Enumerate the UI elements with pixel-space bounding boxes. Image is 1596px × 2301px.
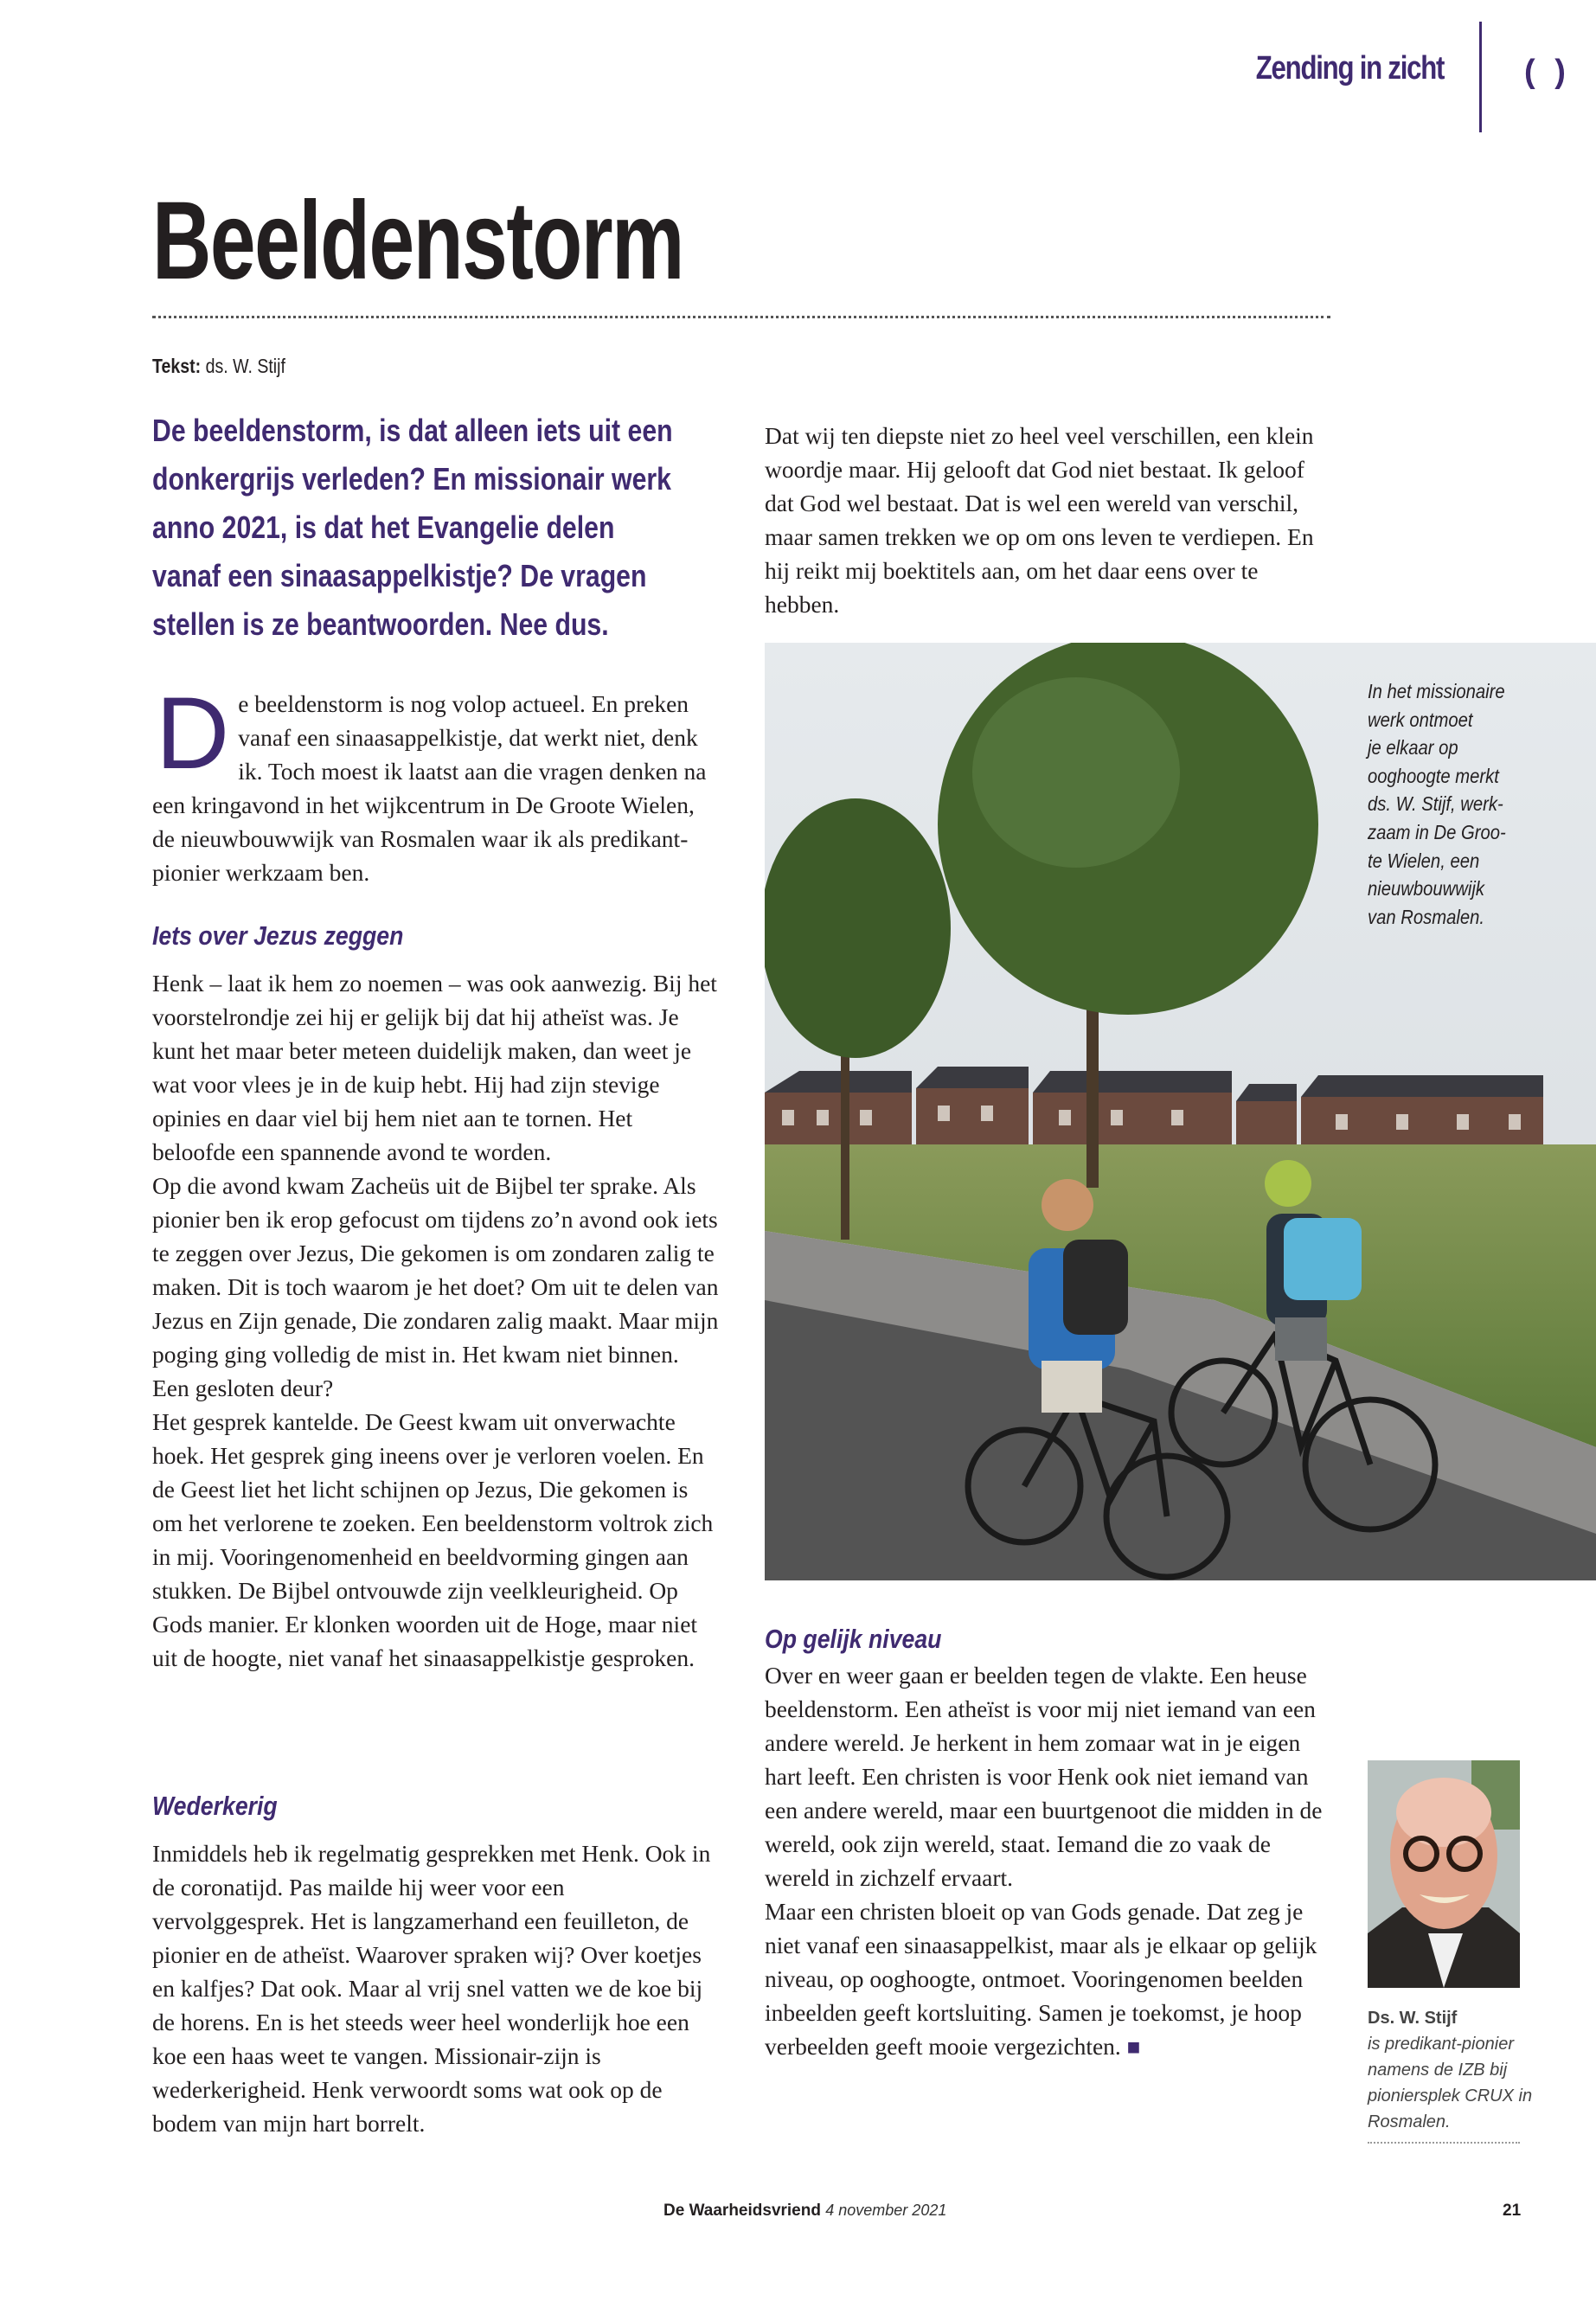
end-mark-icon: ■ bbox=[1126, 2035, 1141, 2060]
paragraph bbox=[765, 1894, 1318, 2064]
section-heading: Op gelijk niveau bbox=[765, 1624, 942, 1654]
section-label: Zending in zicht bbox=[1255, 50, 1444, 87]
caption-line: werk ontmoet bbox=[1368, 708, 1473, 731]
byline-author: ds. W. Stijf bbox=[205, 355, 285, 377]
caption-line: In het missionaire bbox=[1368, 680, 1505, 702]
author-box-divider bbox=[1368, 2142, 1520, 2144]
section-body-continued bbox=[765, 419, 1331, 621]
page-number: 21 bbox=[1503, 2202, 1522, 2220]
paragraph: Over en weer gaan er beelden tegen de vlakte. Een heuse beeldenstorm. Een atheïst is voor mij niet iemand van een andere wereld. Je herkent in hem zomaar wat in je eigen hart leeft. Een christen is voor Henk ook niet iemand van een andere wereld, maar een buurtgenoot die midden in de wereld, ook zijn wereld, staat. Iemand die zo vaak de wereld in zichzelf ervaart. bbox=[765, 1662, 1323, 1891]
photo-caption bbox=[1368, 677, 1512, 931]
paragraph: Henk – laat ik hem zo noemen – was ook aanwezig. Bij het voorstelrondje zei hij er gelijk bij dat hij atheïst was. Je kunt het maar beter meteen duidelijk maken, dan weet je wat voor vlees je in de kuip hebt. Hij had zijn stevige opinies en daar viel bij hem niet aan te tornen. Het beloofde een spannende avond te worden. bbox=[152, 970, 717, 1165]
article-intro: De beeldenstorm, is dat alleen iets uit een donkergrijs verleden? En missionair werk anno 2021, is dat het Evangelie delen vanaf een sinaasappelkistje? De vragen stellen is ze beantwoorden. Nee dus. bbox=[152, 413, 673, 642]
parentheses-icon: ( ) bbox=[1524, 54, 1571, 90]
paragraph: Dat wij ten diepste niet zo heel veel verschillen, een klein woordje maar. Hij gelooft dat God niet bestaat. Ik geloof dat God wel bestaat. Dat is wel een wereld van verschil, maar samen trekken we op om ons leven te verdiepen. En hij reikt mij boektitels aan, om het daar eens over te hebben. bbox=[765, 422, 1314, 618]
section-body bbox=[765, 1658, 1336, 2064]
caption-line: ds. W. Stijf, werk- bbox=[1368, 792, 1503, 816]
section-body bbox=[152, 966, 719, 1675]
opening-paragraph bbox=[152, 676, 719, 889]
caption-line: van Rosmalen. bbox=[1368, 905, 1485, 928]
caption-line: te Wielen, een bbox=[1368, 849, 1480, 872]
caption-line: zaam in De Groo- bbox=[1368, 820, 1506, 843]
author-name: Ds. W. Stijf bbox=[1368, 2009, 1458, 2028]
author-description-line: is predikant-pionier bbox=[1368, 2035, 1514, 2054]
author-description-line: namens de IZB bij bbox=[1368, 2061, 1508, 2080]
paragraph-text: Maar een christen bloeit op van Gods genade. Dat zeg je niet vanaf een sinaasappelkist, maar als je elkaar op gelijk niveau, op ooghoogte, ontmoet. Vooringenomen beelden inbeelden geeft kortsluiting. Samen je toekomst, je hoop verbeelden geeft mooie vergezichten. bbox=[765, 1898, 1317, 2060]
caption-line: je elkaar op bbox=[1368, 736, 1458, 760]
author-portrait bbox=[1368, 1760, 1520, 1988]
paragraph: Het gesprek kantelde. De Geest kwam uit onverwachte hoek. Het gesprek ging ineens over je verloren voelen. En de Geest liet het licht schijnen op Jezus, Die gekomen is om het verlorene te zoeken. Een beeldenstorm voltrok zich in mij. Vooringenomenheid en beeldvorming gingen aan stukken. De Bijbel ontvouwde zijn veelkleurigheid. Op Gods manier. Er klonken woorden uit de Hoge, maar niet uit de hoogte, niet vanaf het sinaasappelkistje gesproken. bbox=[152, 1408, 714, 1671]
article-title: Beeldenstorm bbox=[152, 179, 683, 303]
header-divider bbox=[1479, 22, 1482, 132]
author-description bbox=[1368, 2031, 1541, 2135]
footer-publication bbox=[663, 2202, 946, 2221]
drop-cap: D bbox=[156, 676, 230, 791]
caption-line: ooghoogte merkt bbox=[1368, 764, 1499, 787]
publication-name: De Waarheidsvriend bbox=[663, 2202, 821, 2220]
title-divider bbox=[152, 316, 1330, 318]
byline bbox=[152, 355, 285, 378]
author-description-line: Rosmalen. bbox=[1368, 2112, 1451, 2131]
caption-line: nieuwbouwwijk bbox=[1368, 877, 1485, 901]
section-body bbox=[152, 1836, 719, 2140]
paragraph: Op die avond kwam Zacheüs uit de Bijbel ter sprake. Als pionier ben ik erop gefocust om tijdens zo’n avond ook iets te zeggen over Jezus, Die gekomen is om zondaren zalig te maken. Dit is toch waarom je het doet? Om uit te delen van Jezus en Zijn genade, Die zondaren zalig maakt. Maar mijn poging ging volledig de mist in. Het kwam niet binnen. Een gesloten deur? bbox=[152, 1172, 719, 1401]
opening-text: e beeldenstorm is nog volop actueel. En preken vanaf een sinaasappelkistje, dat werkt niet, denk ik. Toch moest ik laatst aan die vragen denken na een kringavond in het wijkcentrum in De Groote Wielen, de nieuwbouwwijk van Rosmalen waar ik als predikant-pionier werkzaam ben. bbox=[152, 690, 707, 886]
author-box bbox=[1368, 2005, 1541, 2135]
publication-date: 4 november 2021 bbox=[825, 2202, 947, 2219]
section-heading: Iets over Jezus zeggen bbox=[152, 920, 404, 951]
author-description-line: pioniersplek CRUX in bbox=[1368, 2086, 1533, 2106]
byline-label: Tekst: bbox=[152, 355, 202, 377]
section-heading: Wederkerig bbox=[152, 1791, 278, 1821]
paragraph: Inmiddels heb ik regelmatig gesprekken met Henk. Ook in de coronatijd. Pas mailde hij weer voor een vervolggesprek. Het is langzamerhand een feuilleton, de pionier en de atheïst. Waarover spraken wij? Over koetjes en kalfjes? Dat ook. Maar al vrij snel vatten we de koe bij de horens. En is het steeds weer heel wonderlijk hoe een koe een haas weet te vangen. Missionair-zijn is wederkerigheid. Henk verwoordt soms wat ook op de bodem van mijn hart borrelt. bbox=[152, 1840, 711, 2137]
